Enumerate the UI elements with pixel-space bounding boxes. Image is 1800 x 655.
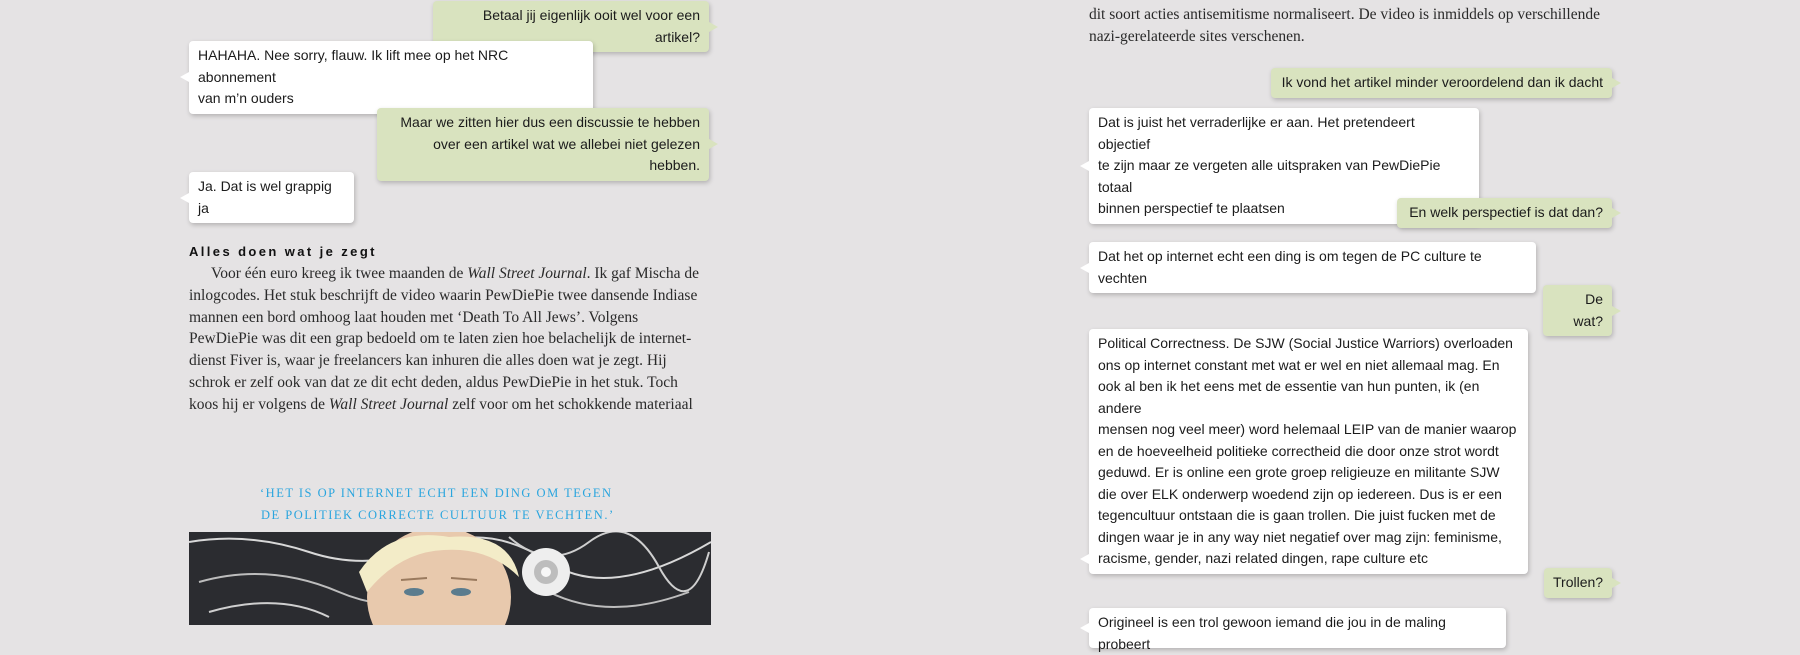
pull-quote xyxy=(260,483,660,526)
chat-line: geduwd. Er is online een grote groep religieuze en militante SJW xyxy=(1098,464,1500,480)
chat-line: en de hoeveelheid politieke correctheid die door onze strot wordt xyxy=(1098,442,1499,459)
chat-bubble-political-correctness xyxy=(1089,329,1528,574)
pewdiepie-photo-illustration xyxy=(189,532,711,625)
chat-text: Dat het op internet echt een ding is om tegen de PC culture te vechten xyxy=(1098,248,1482,286)
paragraph-line: dit soort acties antisemitisme normaliseert. De video is inmiddels op verschillende xyxy=(1089,6,1600,23)
chat-line: HAHAHA. Nee sorry, flauw. Ik lift mee op het NRC abonnement xyxy=(198,47,509,85)
chat-line: van m’n ouders xyxy=(198,90,294,106)
chat-bubble-troll-definition xyxy=(1089,608,1506,652)
chat-line: die over ELK onderwerp woedend zijn op iedereen. Dus is er een xyxy=(1098,485,1502,502)
chat-line: binnen perspectief te plaatsen xyxy=(1098,200,1285,216)
article-text: . Ik gaf Mischa de inlogcodes. Het stuk beschrijft de video waarin PewDiePie twee dansende Indiase mannen een bord omhoog laat houden met ‘Death To All Jews’. Volgens PewDiePie was dit een grap bedoeld om te laten zien hoe belachelijk de internetdienst Fiver is, waar je freelancers kan inhuren die alles doen wat je zegt. Hij schrok er zelf ook van dat ze dit echt deden, aldus PewDiePie in het stuk. Toch koos hij er volgens de xyxy=(189,265,699,413)
chat-bubble-pc-culture xyxy=(1089,242,1536,293)
chat-bubble-which-perspective xyxy=(1397,198,1612,228)
chat-line: te zijn maar ze vergeten alle uitspraken van PewDiePie totaal xyxy=(1098,157,1441,195)
chat-text: Ik vond het artikel minder veroordelend dan ik dacht xyxy=(1281,74,1603,90)
chat-text: Origineel is een trol gewoon iemand die jou in de maling probeert xyxy=(1098,614,1446,652)
article-text: Voor één euro kreeg ik twee maanden de xyxy=(211,265,468,282)
chat-text: En welk perspectief is dat dan? xyxy=(1409,204,1603,220)
article-paragraph xyxy=(189,263,709,416)
pull-quote-line: ‘HET IS OP INTERNET ECHT EEN DING OM TEGEN xyxy=(260,486,613,500)
section-heading: Alles doen wat je zegt xyxy=(189,244,377,259)
chat-text: Betaal jij eigenlijk ooit wel voor een artikel? xyxy=(482,7,700,45)
chat-line: over een artikel wat we allebei niet gelezen hebben. xyxy=(433,135,700,173)
chat-line: Maar we zitten hier dus een discussie te hebben xyxy=(400,114,700,130)
chat-line: ons op internet constant met wat er wel en niet allemaal mag. En xyxy=(1098,356,1500,373)
publication-name: Wall Street Journal xyxy=(328,395,449,413)
chat-bubble-what xyxy=(1543,285,1612,336)
article-paragraph-continued xyxy=(1089,0,1629,44)
chat-text: De wat? xyxy=(1573,291,1603,329)
paragraph-line: nazi-gerelateerde sites verschenen. xyxy=(1089,27,1305,45)
chat-line: tegencultuur ontstaan die is gaan trollen. Die juist fucken met de xyxy=(1098,507,1496,523)
chat-bubble-trolling xyxy=(1544,568,1612,598)
chat-line: Dat is juist het verraderlijke er aan. Het pretendeert objectief xyxy=(1098,114,1415,152)
article-text: zelf voor om het schokkende materiaal xyxy=(448,395,693,413)
chat-bubble-less-judgmental xyxy=(1271,68,1612,98)
pull-quote-line: DE POLITIEK CORRECTE CULTUUR TE VECHTEN.’ xyxy=(261,507,615,522)
article-photo xyxy=(189,532,711,625)
chat-text: Ja. Dat is wel grappig ja xyxy=(198,178,332,216)
publication-name: Wall Street Journal xyxy=(467,265,587,282)
chat-line: dingen waar je in any way niet negatief over mag zijn: feminisme, xyxy=(1098,528,1502,545)
chat-text: Trollen? xyxy=(1553,574,1604,590)
chat-bubble-discussion xyxy=(377,108,709,181)
chat-line: racisme, gender, nazi related dingen, rape culture etc xyxy=(1098,550,1428,566)
chat-line: ook al ben ik het eens met de essentie van hun punten, ik (en andere xyxy=(1098,378,1480,416)
chat-bubble-nrc-reply xyxy=(189,41,593,114)
chat-line: mensen nog veel meer) word helemaal LEIP van de manier waarop xyxy=(1098,421,1517,437)
chat-bubble-funny xyxy=(189,172,354,223)
chat-line: Political Correctness. De SJW (Social Justice Warriors) overloaden xyxy=(1098,335,1513,351)
